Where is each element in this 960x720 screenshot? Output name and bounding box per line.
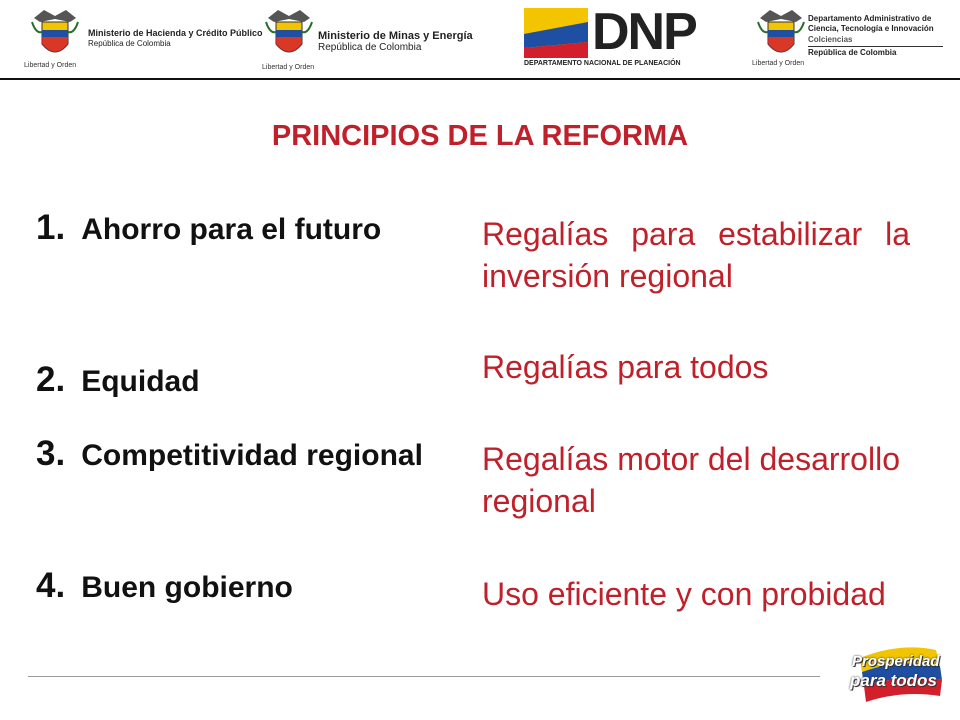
- header-divider: [0, 78, 960, 80]
- logo-dnp: [518, 4, 718, 74]
- principle-description: Regalías motor del desarrollo regional: [482, 441, 900, 519]
- principle-number: 4.: [36, 566, 66, 605]
- colombia-flag-icon: [524, 8, 588, 58]
- principle-label: Equidad: [81, 365, 200, 398]
- crest-motto: Libertad y Orden: [262, 64, 315, 71]
- principle-description: Regalías para estabilizar la inversión regional: [482, 216, 910, 294]
- logo-colciencias-label: Colciencias: [808, 34, 943, 47]
- logo-title: Ministerio de Hacienda y Crédito Público: [88, 28, 263, 38]
- logo-subtitle: República de Colombia: [318, 42, 422, 53]
- principle-item: [36, 434, 423, 474]
- slide-title: PRINCIPIOS DE LA REFORMA: [271, 120, 689, 152]
- logo-ministerio-minas: [258, 4, 488, 74]
- principle-number: 3.: [36, 434, 66, 473]
- prosperidad-para-todos-logo: [840, 640, 950, 710]
- principle-item: [36, 566, 293, 606]
- logo-title: Ministerio de Minas y Energía: [318, 30, 473, 42]
- crest-motto: Libertad y Orden: [24, 62, 77, 69]
- logo-subtitle: República de Colombia: [88, 39, 171, 48]
- principle-description: Regalías para todos: [482, 349, 769, 385]
- header-logos-bar: [0, 0, 960, 80]
- dnp-brand: DNP: [592, 3, 696, 61]
- logo-ministerio-hacienda: [10, 4, 263, 74]
- principle-number: 2.: [36, 360, 66, 399]
- logo-subtitle: DEPARTAMENTO NACIONAL DE PLANEACIÓN: [524, 60, 681, 67]
- prosperidad-line2: para todos: [850, 671, 937, 690]
- crest-motto: Libertad y Orden: [752, 60, 805, 67]
- logo-title-line1: Departamento Administrativo de: [808, 14, 932, 23]
- principle-number: 1.: [36, 208, 66, 247]
- principle-label: Buen gobierno: [81, 571, 293, 604]
- principle-label: Competitividad regional: [81, 439, 423, 472]
- footer-divider: [28, 676, 820, 677]
- prosperidad-line1: Prosperidad: [852, 653, 940, 670]
- principle-description: Uso eficiente y con probidad: [482, 576, 886, 612]
- principle-label: Ahorro para el futuro: [81, 213, 382, 246]
- logo-subtitle: República de Colombia: [808, 48, 897, 57]
- logo-colciencias: [748, 4, 953, 74]
- principle-item: [36, 360, 200, 400]
- principle-item: [36, 208, 381, 248]
- logo-title-line2: Ciencia, Tecnología e Innovación: [808, 24, 934, 33]
